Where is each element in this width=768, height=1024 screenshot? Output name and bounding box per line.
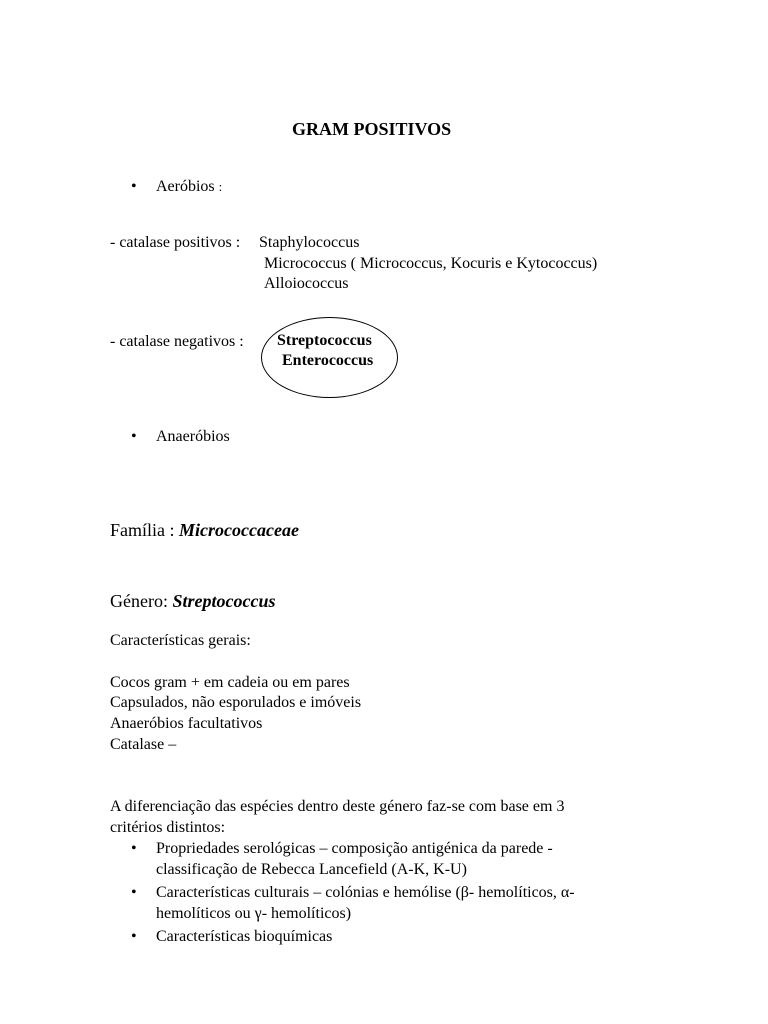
bullet-criterio-1: • <box>131 840 137 857</box>
anaerobios-label: Anaeróbios <box>156 428 230 445</box>
diferenciacao-intro-2: critérios distintos: <box>110 819 226 836</box>
aerobios-label <box>156 177 222 197</box>
criterio-1-line-2: classificação de Rebecca Lancefield (A-K, K-U) <box>156 861 467 878</box>
catalase-positivos-genus-1: Staphylococcus <box>259 234 360 251</box>
catalase-positivos-genus-2: Micrococcus ( Micrococcus, Kocuris e Kytococcus) <box>264 255 598 272</box>
caracteristica-line-4: Catalase – <box>110 736 177 753</box>
caracteristica-line-1: Cocos gram + em cadeia ou em pares <box>110 674 350 691</box>
criterio-2-line-1: Características culturais – colónias e hemólise (β- hemolíticos, α- <box>156 884 575 901</box>
caracteristica-line-2: Capsulados, não esporulados e imóveis <box>110 694 362 711</box>
aerobios-text: Aeróbios <box>156 178 215 195</box>
caracteristica-line-3: Anaeróbios facultativos <box>110 715 263 732</box>
catalase-negativos-genus-1: Streptococcus <box>277 332 372 349</box>
catalase-negativos-genus-2: Enterococcus <box>282 352 374 369</box>
bullet-criterio-3: • <box>131 928 137 945</box>
bullet-aerobios: • <box>131 178 137 195</box>
genero-name: Streptococcus <box>172 591 276 611</box>
familia-name: Micrococcaceae <box>179 520 299 540</box>
bullet-criterio-2: • <box>131 884 137 901</box>
familia-line <box>110 519 299 541</box>
page-title: GRAM POSITIVOS <box>292 119 452 139</box>
catalase-negativos-label: - catalase negativos : <box>110 333 244 350</box>
genero-line <box>110 590 275 612</box>
familia-label: Família : <box>110 520 175 540</box>
criterio-2-line-2: hemolíticos ou γ- hemolíticos) <box>156 905 352 922</box>
bullet-anaerobios: • <box>131 428 137 445</box>
catalase-positivos-genus-3: Alloiococcus <box>264 275 349 292</box>
criterio-3-line-1: Características bioquímicas <box>156 928 333 945</box>
catalase-positivos-label: - catalase positivos : <box>110 234 241 251</box>
caracteristicas-heading: Características gerais: <box>110 632 251 649</box>
criterio-1-line-1: Propriedades serológicas – composição antigénica da parede - <box>156 840 553 857</box>
diferenciacao-intro-1: A diferenciação das espécies dentro deste género faz-se com base em 3 <box>110 798 565 815</box>
genero-label: Género: <box>110 591 168 611</box>
aerobios-colon: : <box>218 179 223 194</box>
